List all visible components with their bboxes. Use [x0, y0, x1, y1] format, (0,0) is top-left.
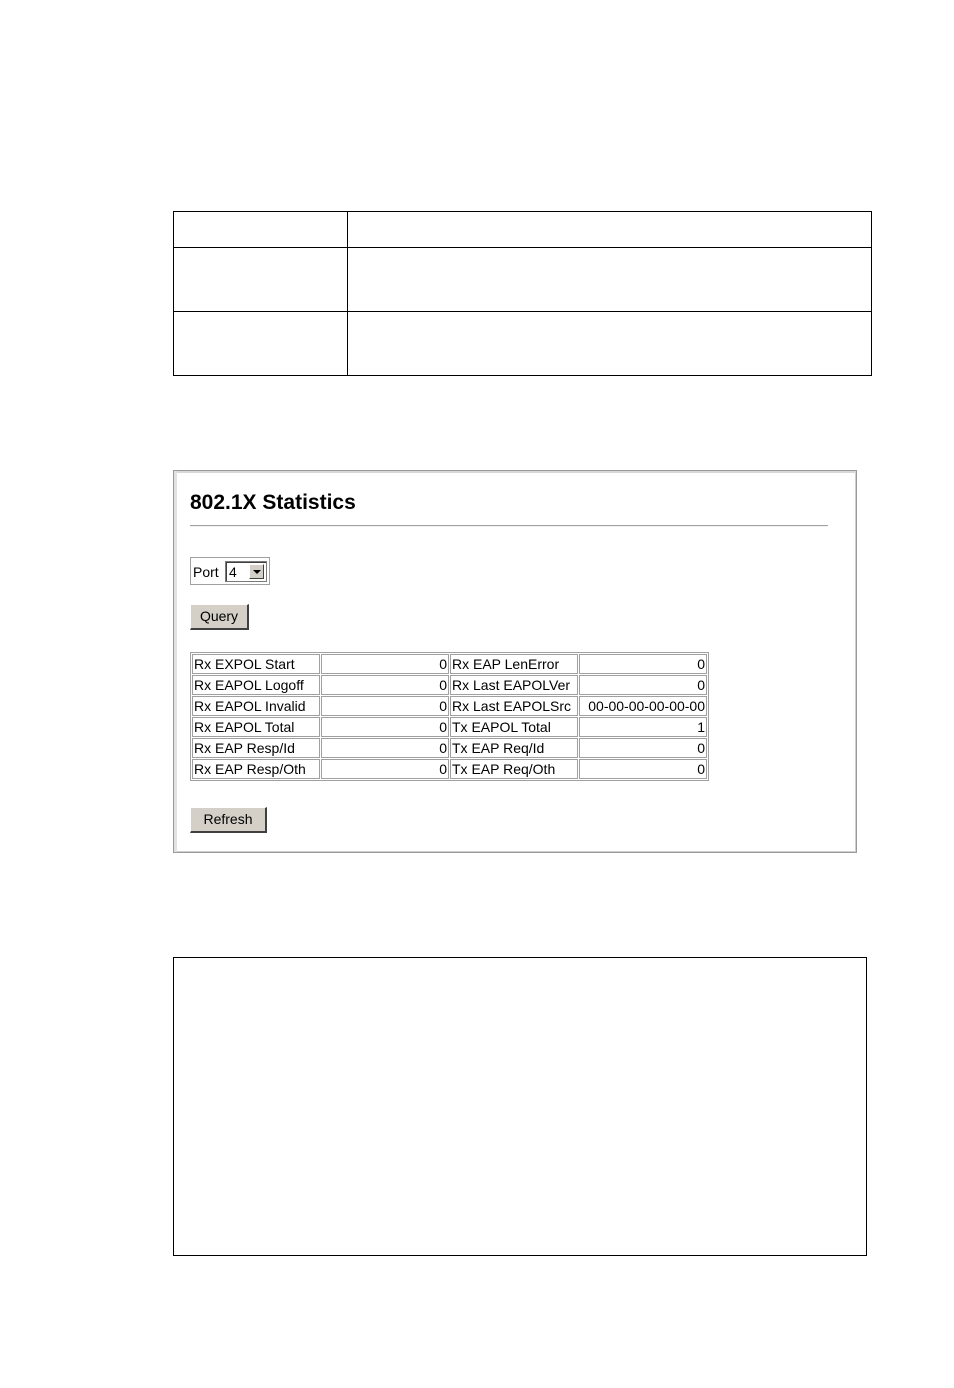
- stat-label: Tx EAP Req/Oth: [450, 759, 578, 779]
- table-cell: [348, 312, 872, 376]
- table-row: [174, 212, 872, 248]
- table-cell: [348, 248, 872, 312]
- stat-label: Tx EAP Req/Id: [450, 738, 578, 758]
- stat-label: Rx EAPOL Logoff: [192, 675, 320, 695]
- table-row: [174, 248, 872, 312]
- stat-value: 0: [321, 717, 449, 737]
- stat-label: Rx EAP Resp/Oth: [192, 759, 320, 779]
- table-row: [192, 654, 707, 674]
- stat-value: 0: [579, 738, 707, 758]
- panel-frame-edge: [174, 471, 177, 852]
- table-row: [174, 312, 872, 376]
- stat-value: 0: [321, 696, 449, 716]
- stat-label: Rx EAPOL Invalid: [192, 696, 320, 716]
- table-row: [192, 738, 707, 758]
- stat-label: Rx EXPOL Start: [192, 654, 320, 674]
- stat-value: 0: [579, 675, 707, 695]
- parameter-table: [173, 211, 872, 376]
- stat-value: 0: [321, 738, 449, 758]
- page-title: 802.1X Statistics: [190, 491, 356, 514]
- statistics-table: [190, 652, 709, 781]
- port-label: Port: [193, 564, 219, 580]
- table-row: [192, 675, 707, 695]
- stat-value: 1: [579, 717, 707, 737]
- stat-value: 0: [579, 654, 707, 674]
- stat-label: Rx EAPOL Total: [192, 717, 320, 737]
- statistics-panel: [173, 470, 857, 853]
- stat-label: Rx EAP LenError: [450, 654, 578, 674]
- port-selector-group: [190, 557, 270, 585]
- refresh-button[interactable]: Refresh: [190, 807, 267, 833]
- table-cell: [174, 312, 348, 376]
- stat-label: Rx Last EAPOLSrc: [450, 696, 578, 716]
- stat-label: Rx EAP Resp/Id: [192, 738, 320, 758]
- table-cell: [174, 212, 348, 248]
- table-cell: [174, 248, 348, 312]
- stat-value: 00-00-00-00-00-00: [579, 696, 707, 716]
- table-cell: [348, 212, 872, 248]
- stat-label: Rx Last EAPOLVer: [450, 675, 578, 695]
- stat-value: 0: [321, 675, 449, 695]
- port-select-value: 4: [229, 564, 237, 580]
- stat-value: 0: [321, 654, 449, 674]
- table-row: [192, 717, 707, 737]
- title-divider: [190, 525, 828, 527]
- stat-label: Tx EAPOL Total: [450, 717, 578, 737]
- stat-value: 0: [579, 759, 707, 779]
- table-row: [192, 696, 707, 716]
- table-row: [192, 759, 707, 779]
- query-button[interactable]: Query: [190, 604, 249, 630]
- chevron-down-icon[interactable]: [249, 564, 264, 579]
- cli-example-box: [173, 957, 867, 1256]
- stat-value: 0: [321, 759, 449, 779]
- port-select[interactable]: [225, 561, 267, 582]
